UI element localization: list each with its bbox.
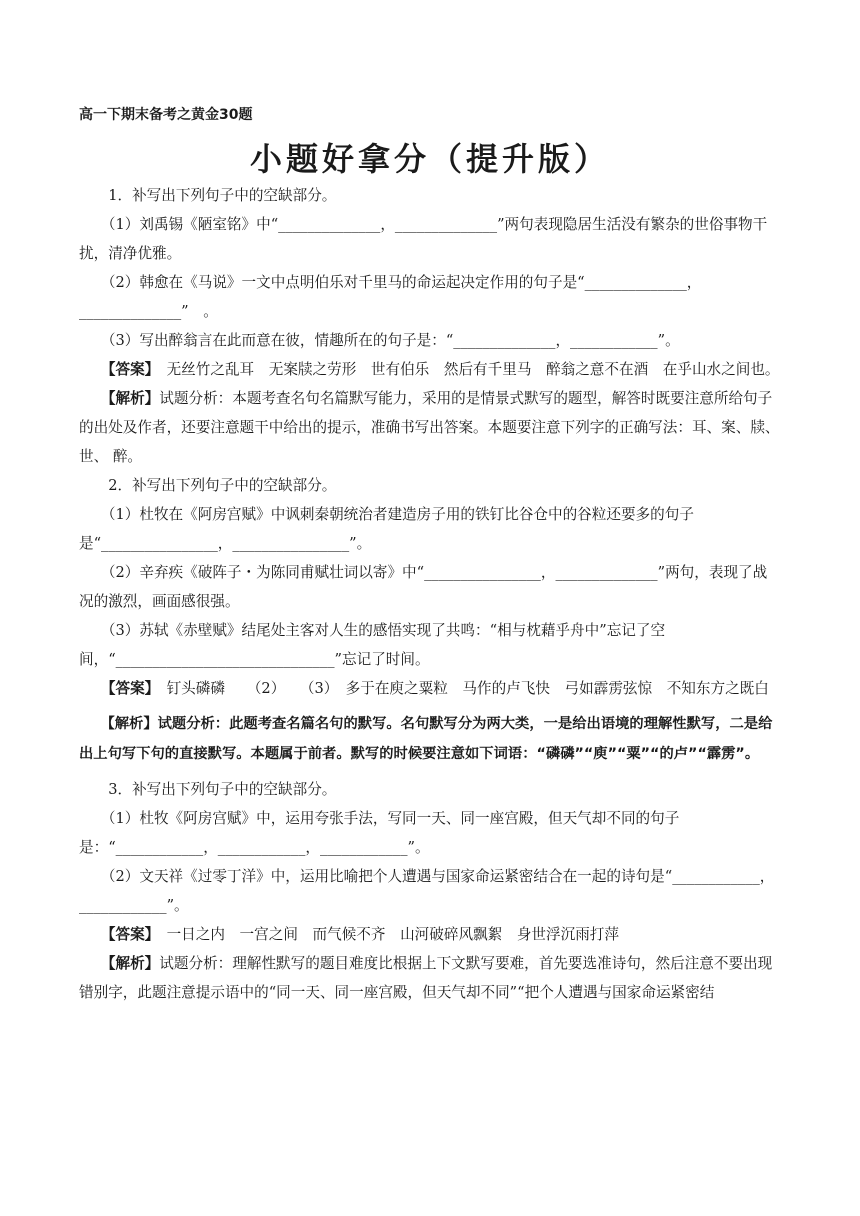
q2-answer-text: 钉头磷磷 （2） （3） 多于在庾之粟粒 马作的卢飞快 弓如霹雳弦惊 不知东方之既白 [151,680,769,697]
q3-analysis [79,949,781,1007]
q2-part2: （2）辛弃疾《破阵子・为陈同甫赋壮词以寄》中“________________，______________”两句，表现了战况的激烈，画面感很强。 [79,564,768,610]
document-title: 小题好拿分（提升版） [249,140,610,178]
q1-part1: （1）刘禹锡《陋室铭》中“______________，______________”两句表现隐居生活没有繁杂的世俗事物干扰，清净优雅。 [79,216,768,262]
q3-stem: 3．补写出下列句子中的空缺部分。 [108,781,337,798]
q3-part2: （2）文天祥《过零丁洋》中，运用比喻把个人遭遇与国家命运紧密结合在一起的诗句是“____________，____________”。 [79,868,775,914]
q2-part1: （1）杜牧在《阿房宫赋》中讽刺秦朝统治者建造房子用的铁钉比谷仓中的谷粒还要多的句子是“________________，________________”。 [79,506,694,552]
q2-analysis [79,709,781,769]
answer-tag: 【答案】 [100,361,152,378]
answer-tag: 【答案】 [100,680,152,697]
q1-analysis-text: 试题分析：本题考查名句名篇默写能力，采用的是情景式默写的题型，解答时既要注意所给句子的出处及作者，还要注意题干中给出的提示，准确书写出答案。本题要注意下列字的正确写法：耳、案、牍、世、 醉。 [79,390,780,465]
q2-analysis-text: 试题分析：此题考查名篇名句的默写。名句默写分为两大类，一是给出语境的理解性默写，二是给出上句写下句的直接默写。本题属于前者。默写的时候要注意如下词语：“磷磷”“庾”“粟”“的卢”“霹雳”。 [79,716,773,762]
q1-analysis [79,384,781,471]
q3-answer [79,920,781,949]
q1-answer [79,355,781,384]
q3-answer-text: 一日之内 一宫之间 而气候不齐 山河破碎风飘絮 身世浮沉雨打萍 [151,926,619,943]
q2-answer [79,674,781,703]
document-body [79,181,781,1007]
q1-part3: （3）写出醉翁言在此而意在彼，情趣所在的句子是：“______________，____________”。 [100,332,680,349]
q2-stem: 2．补写出下列句子中的空缺部分。 [108,477,337,494]
q1-part2: （2）韩愈在《马说》一文中点明伯乐对千里马的命运起决定作用的句子是“______________，______________” 。 [79,274,702,320]
q1-stem: 1．补写出下列句子中的空缺部分。 [108,187,337,204]
q3-analysis-text: 试题分析：理解性默写的题目难度比根据上下文默写要难，首先要选准诗句，然后注意不要出现错别字，此题注意提示语中的“同一天、同一座宫殿，但天气却不同”“把个人遭遇与国家命运紧密结 [79,955,773,1001]
q2-part3: （3）苏轼《赤壁赋》结尾处主客对人生的感悟实现了共鸣：“相与枕藉乎舟中”忘记了空间，“______________________________”忘记了时间。 [79,622,666,668]
analysis-tag: 【解析】 [100,955,160,972]
q1-answer-text: 无丝竹之乱耳 无案牍之劳形 世有伯乐 然后有千里马 醉翁之意不在酒 在乎山水之间也。 [151,361,780,378]
analysis-tag: 【解析】 [100,716,158,732]
analysis-tag: 【解析】 [100,390,160,407]
answer-tag: 【答案】 [100,926,152,943]
q3-part1: （1）杜牧《阿房宫赋》中，运用夸张手法，写同一天、同一座宫殿，但天气却不同的句子是：“____________，____________，____________”。 [79,810,680,856]
document-header: 高一下期末备考之黄金30题 [79,107,253,123]
